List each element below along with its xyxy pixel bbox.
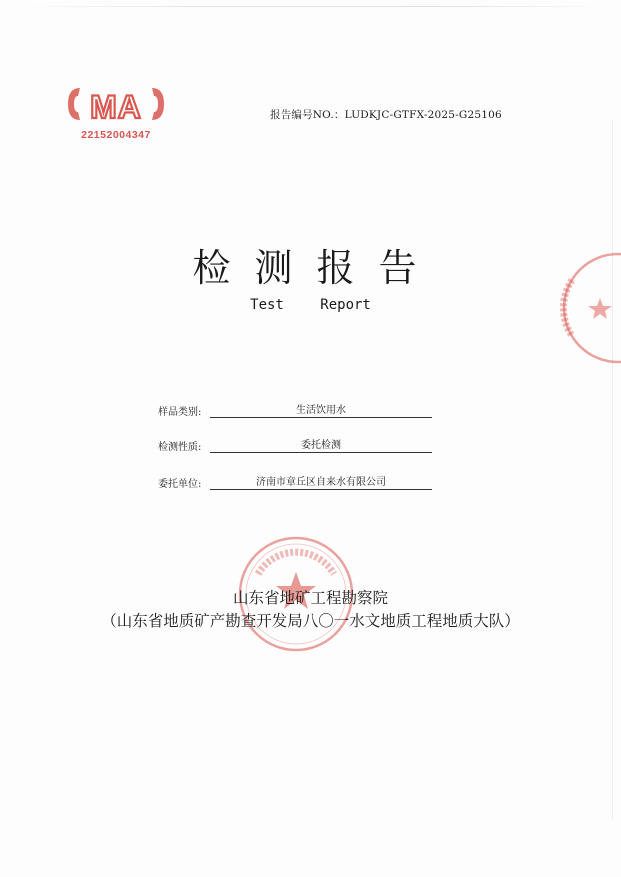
field-label: 检测性质: [158, 442, 202, 453]
right-edge-line [612, 120, 613, 820]
field-value: 济南市章丘区自来水有限公司 [210, 473, 432, 490]
organization-subtitle: （山东省地质矿产勘查开发局八〇一水文地质工程地质大队） [101, 612, 520, 630]
report-number: 报告编号NO.：LUDKJC-GTFX-2025-G25106 [270, 109, 502, 121]
svg-text:MA: MA [90, 89, 142, 125]
field-label: 样品类别: [158, 407, 202, 418]
field-test-type [158, 435, 432, 453]
field-label: 委托单位: [158, 479, 202, 490]
report-title-chinese: 检测报告 [192, 246, 441, 290]
field-value: 生活饮用水 [210, 401, 432, 418]
edge-seal-icon [560, 250, 621, 370]
cma-certification-mark-icon [66, 80, 166, 146]
organization-name: 山东省地矿工程勘察院 [232, 589, 388, 607]
field-sample-category [158, 400, 432, 418]
svg-text:22152004347: 22152004347 [81, 129, 151, 141]
top-edge-line [0, 6, 621, 7]
report-title-english: Test Report [250, 297, 371, 313]
field-value: 委托检测 [210, 436, 432, 453]
field-client [158, 472, 432, 490]
